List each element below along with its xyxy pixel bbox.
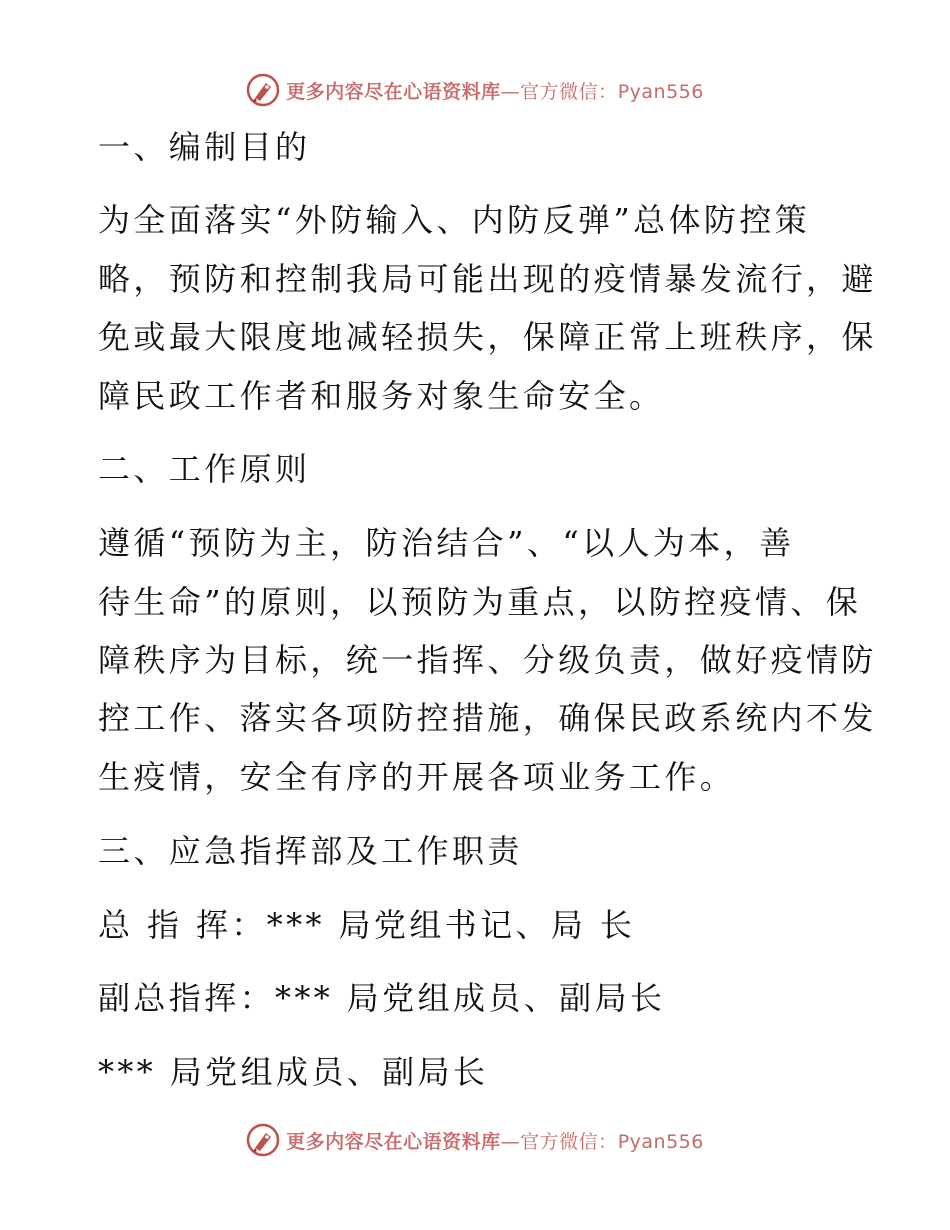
member-line: *** 局党组成员、副局长 <box>98 1053 489 1091</box>
watermark-text <box>286 77 704 104</box>
watermark-id: Pyan556 <box>617 80 704 103</box>
watermark-text <box>286 1127 704 1154</box>
paragraph-line: 障秩序为目标，统一指挥、分级负责，做好疫情防 <box>98 641 877 679</box>
paragraph-line: 生疫情，安全有序的开展各项业务工作。 <box>98 758 736 796</box>
paragraph-line: 障民政工作者和服务对象生命安全。 <box>98 377 665 415</box>
watermark-sub: 官方微信： <box>520 1130 618 1153</box>
footer-watermark <box>0 1120 950 1160</box>
watermark-main: 更多内容尽在心语资料库 <box>286 80 501 103</box>
heading-purpose: 一、编制目的 <box>98 128 311 166</box>
header-watermark <box>0 70 950 110</box>
watermark-sub: 官方微信： <box>520 80 618 103</box>
paragraph-line: 控工作、落实各项防控措施，确保民政系统内不发 <box>98 699 877 737</box>
watermark-group <box>246 1123 704 1157</box>
paragraph-line: 略，预防和控制我局可能出现的疫情暴发流行，避 <box>98 260 877 298</box>
heading-principles: 二、工作原则 <box>98 450 311 488</box>
paragraph-line: 免或最大限度地减轻损失，保障正常上班秩序，保 <box>98 318 877 356</box>
watermark-id: Pyan556 <box>617 1130 704 1153</box>
pen-logo-icon <box>246 73 280 107</box>
paragraph-line: 待生命”的原则，以预防为重点，以防控疫情、保 <box>98 583 862 621</box>
heading-command: 三、应急指挥部及工作职责 <box>98 832 523 870</box>
paragraph-line: 遵循“预防为主，防治结合”、“以人为本，善 <box>98 524 795 562</box>
pen-logo-icon <box>246 1123 280 1157</box>
watermark-dash: — <box>500 1130 521 1153</box>
watermark-group <box>246 73 704 107</box>
watermark-dash: — <box>500 80 521 103</box>
commander-line: 总 指 挥：*** 局党组书记、局 长 <box>98 906 636 944</box>
paragraph-line: 为全面落实“外防输入、内防反弹”总体防控策 <box>98 201 811 239</box>
watermark-main: 更多内容尽在心语资料库 <box>286 1130 501 1153</box>
deputy-commander-line: 副总指挥：*** 局党组成员、副局长 <box>98 979 666 1017</box>
